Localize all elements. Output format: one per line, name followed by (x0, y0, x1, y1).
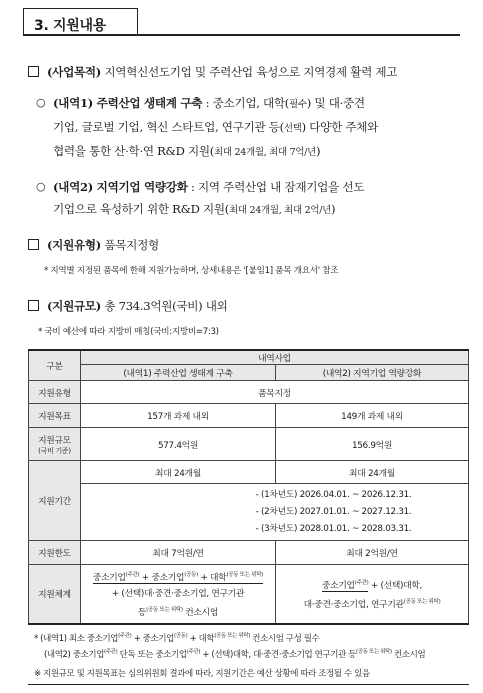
item2-line2: 기업으로 육성하기 위한 R&D 지원( (53, 202, 230, 216)
cell-period-2: 최대 24개월 (276, 461, 469, 484)
foot-text: * (내역1) 최소 중소기업 (34, 634, 119, 644)
scale-item (28, 298, 228, 314)
item1-line2b: ) 다양한 주체와 (301, 120, 379, 134)
cell-limit-1: 최대 7억원/연 (81, 541, 276, 565)
table-row (29, 428, 469, 461)
period-year-2: - (2차년도) 2027.01.01. ~ 2027.12.31. (255, 506, 412, 517)
item2-tag-limit: 최대 24개월, 최대 2억/년 (229, 205, 332, 216)
section-divider (23, 34, 460, 36)
foot-sup: (공동 또는 위탁) (214, 633, 250, 639)
type-label: (지원유형) (47, 238, 101, 252)
cell-scale-2: 156.9억원 (276, 428, 469, 461)
cell-period-1: 최대 24개월 (81, 461, 276, 484)
item2-line1: : 지역 주력산업 내 잠재기업을 선도 (187, 180, 365, 194)
system-text: 컨소시엄 (182, 607, 219, 618)
item1-line3b: ) (316, 144, 321, 158)
table-row (29, 404, 469, 428)
system-text: 중소기업 (321, 580, 355, 591)
table-row (29, 484, 469, 541)
purpose-label: (사업목적) (47, 65, 101, 79)
footnote-3: ※ 지원규모 및 지원목표는 심의위원회 결과에 따라, 지원기간은 예산 상황에 따라 조정될 수 있음 (34, 669, 370, 679)
system-left-line1 (93, 573, 263, 584)
square-bullet-icon (28, 300, 39, 311)
foot-text: + (선택)대학, 대·중견·중소기업 연구기관 등 (200, 650, 357, 660)
item1-line3: 협력을 통한 산·학·연 R&D 지원( (53, 144, 214, 158)
foot-text: + 중소기업 (131, 634, 174, 644)
scale-label: (지원규모) (47, 299, 101, 313)
item2-label: (내역2) 지역기업 역량강화 (53, 180, 188, 194)
item1-line1: : 중소기업, 대학( (202, 96, 290, 110)
footnote-1 (34, 631, 319, 644)
item2-block (36, 176, 463, 222)
circle-bullet-icon: ○ (36, 180, 46, 193)
system-right-line2 (276, 594, 468, 613)
cell-target-2: 149개 과제 내외 (276, 404, 469, 428)
system-text: 대·중견·중소기업, 연구기관 (303, 599, 404, 610)
purpose-text: 지역혁신선도기업 및 주력산업 육성으로 지역경제 활력 제고 (100, 65, 398, 79)
foot-sup: (공동) (174, 633, 188, 639)
system-text: + 중소기업 (139, 572, 185, 583)
item1-tag-required: 필수 (289, 99, 307, 110)
footnote-2 (44, 647, 425, 660)
cell-target-1: 157개 과제 내외 (81, 404, 276, 428)
table-row (29, 461, 469, 484)
row-label-system: 지원체계 (29, 565, 81, 624)
table-sub-header-1: (내역1) 주력산업 생태계 구축 (81, 365, 276, 381)
system-text: 중소기업 (92, 572, 126, 583)
circle-bullet-icon: ○ (36, 96, 46, 109)
system-right-line1 (276, 575, 468, 594)
foot-sup: (공동 또는 위탁) (356, 649, 392, 655)
scale-note: * 국비 예산에 따라 지방비 매칭(국비:지방비=7:3) (38, 327, 219, 337)
row-label-scale (29, 428, 81, 461)
table-sub-header-2: (내역2) 지역기업 역량강화 (276, 365, 469, 381)
system-sup: (공동) (184, 571, 198, 578)
support-table (28, 349, 469, 625)
square-bullet-icon (28, 239, 39, 250)
item2-line2b: ) (331, 202, 336, 216)
system-underlined (322, 581, 369, 592)
row-label-scale-sub: (국비 기준) (38, 446, 71, 455)
foot-text: (내역2) 중소기업 (44, 650, 105, 660)
bottom-divider (28, 684, 469, 685)
system-text: + (선택)대학, (368, 580, 423, 591)
system-text: 등 (137, 607, 147, 618)
table-row (29, 381, 469, 404)
item1-tag-optional: 선택 (283, 123, 302, 134)
item1-tag-limit: 최대 24개월, 최대 7억/년 (213, 147, 317, 158)
row-label-period: 지원기간 (29, 461, 81, 541)
type-note: * 지역별 지정된 품목에 한해 지원가능하며, 상세내용은 '[붙임1] 품목 개요서' 참조 (44, 266, 339, 276)
section-title: 3. 지원내용 (23, 8, 138, 35)
foot-text: + 대학 (187, 634, 215, 644)
table-group-header: 내역사업 (81, 350, 469, 365)
foot-text: 단독 또는 중소기업 (117, 650, 187, 660)
cell-scale-1: 577.4억원 (81, 428, 276, 461)
cell-type-value: 품목지정 (81, 381, 469, 404)
cell-period-years (81, 484, 469, 541)
row-label-scale-main: 지원규모 (38, 435, 71, 446)
foot-sup: (주관) (186, 649, 201, 655)
foot-sup: (주관) (118, 633, 132, 639)
type-text: 품목지정형 (100, 238, 159, 252)
foot-text: 컨소시엄 (391, 650, 426, 660)
purpose-item (28, 64, 397, 80)
cell-system-1 (81, 565, 276, 624)
system-sup: (공동 또는 위탁) (146, 606, 183, 613)
system-text: + 대학 (197, 572, 227, 583)
row-label-limit: 지원한도 (29, 541, 81, 565)
item1-line1b: ) 및 대·중견 (306, 96, 365, 110)
table-row (29, 541, 469, 565)
table-row (29, 565, 469, 624)
table-col-header: 구분 (29, 350, 81, 381)
type-item (28, 237, 159, 253)
period-year-1: - (1차년도) 2026.04.01. ~ 2026.12.31. (255, 489, 412, 500)
item1-line2: 기업, 글로벌 기업, 혁신 스타트업, 연구기관 등( (53, 120, 284, 134)
system-left-line2: + (선택)대·중견·중소기업, 연구기관 (111, 588, 245, 599)
foot-text: 컨소시엄 구성 필수 (249, 634, 320, 644)
system-sup: (공동 또는 위탁) (226, 571, 264, 578)
foot-sup: (주관) (104, 649, 118, 655)
cell-system-2 (276, 565, 469, 624)
item1-label: (내역1) 주력산업 생태계 구축 (53, 96, 203, 110)
period-year-3: - (3차년도) 2028.01.01. ~ 2028.03.31. (255, 523, 412, 534)
scale-text: 총 734.3억원(국비) 내외 (100, 299, 228, 313)
row-label-target: 지원목표 (29, 404, 81, 428)
square-bullet-icon (28, 66, 39, 77)
cell-limit-2: 최대 2억원/연 (276, 541, 469, 565)
system-sup: (공동 또는 위탁) (403, 598, 441, 605)
row-label-type: 지원유형 (29, 381, 81, 404)
system-sup: (주관) (125, 571, 140, 578)
system-left-line3 (81, 602, 275, 621)
item1-block (36, 92, 463, 164)
system-sup: (주관) (354, 579, 369, 586)
